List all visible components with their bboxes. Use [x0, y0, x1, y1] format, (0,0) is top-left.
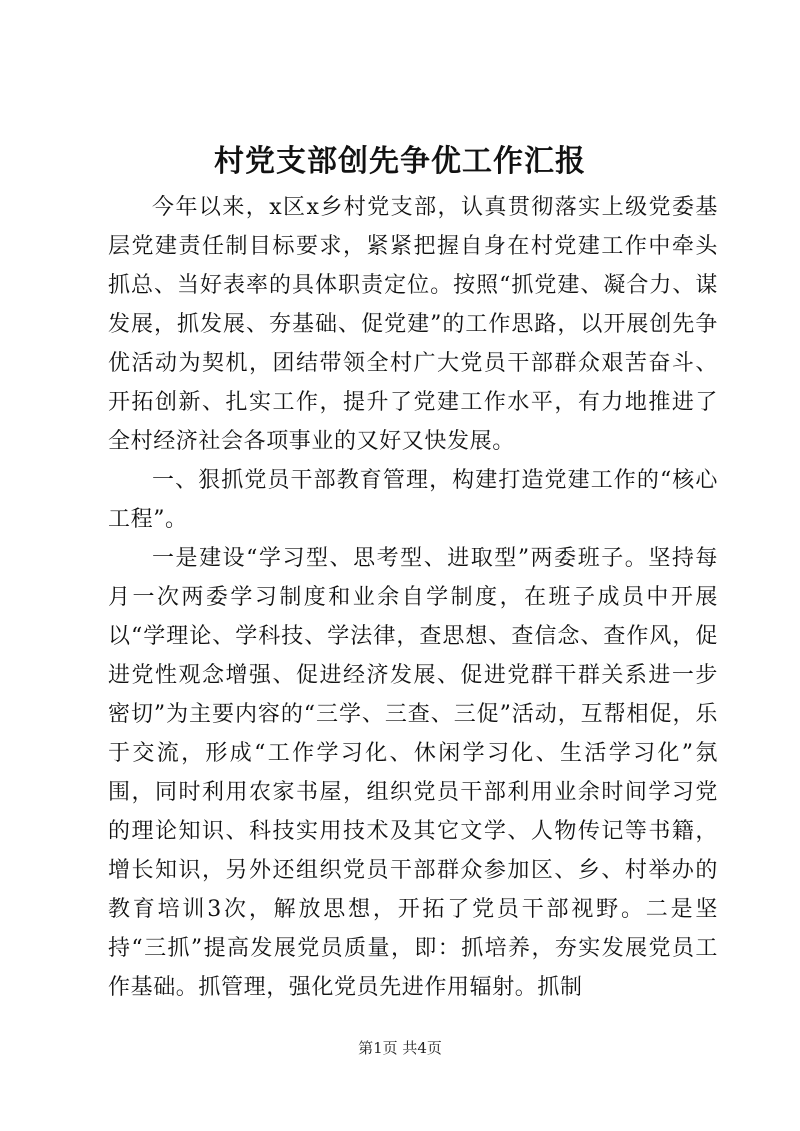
document-body: [108, 188, 718, 1007]
paragraph-intro: 今年以来，x区x乡村党支部，认真贯彻落实上级党委基层党建责任制目标要求，紧紧把握自身在村党建工作中牵头抓总、当好表率的具体职责定位。按照“抓党建、凝合力、谋发展，抓发展、夯基础、促党建”的工作思路，以开展创先争优活动为契机，团结带领全村广大党员干部群众艰苦奋斗、开拓创新、扎实工作，提升了党建工作水平，有力地推进了全村经济社会各项事业的又好又快发展。: [108, 195, 718, 454]
paragraph-section-heading: 一、狠抓党员干部教育管理，构建打造党建工作的“核心工程”。: [108, 468, 718, 532]
paragraph-section-body: 一是建设“学习型、思考型、进取型”两委班子。坚持每月一次两委学习制度和业余自学制度，在班子成员中开展以“学理论、学科技、学法律，查思想、查信念、查作风，促进党性观念增强、促进经济发展、促进党群干群关系进一步密切”为主要内容的“三学、三查、三促”活动，互帮相促，乐于交流，形成“工作学习化、休闲学习化、生活学习化”氛围，同时利用农家书屋，组织党员干部利用业余时间学习党的理论知识、科技实用技术及其它文学、人物传记等书籍，增长知识，另外还组织党员干部群众参加区、乡、村举办的教育培训3次，解放思想，开拓了党员干部视野。二是坚持“三抓”提高发展党员质量，即：抓培养，夯实发展党员工作基础。抓管理，强化党员先进作用辐射。抓制: [108, 546, 718, 1000]
document-title: 村党支部创先争优工作汇报: [214, 144, 586, 179]
page-footer: 第1页 共4页: [358, 1039, 442, 1057]
